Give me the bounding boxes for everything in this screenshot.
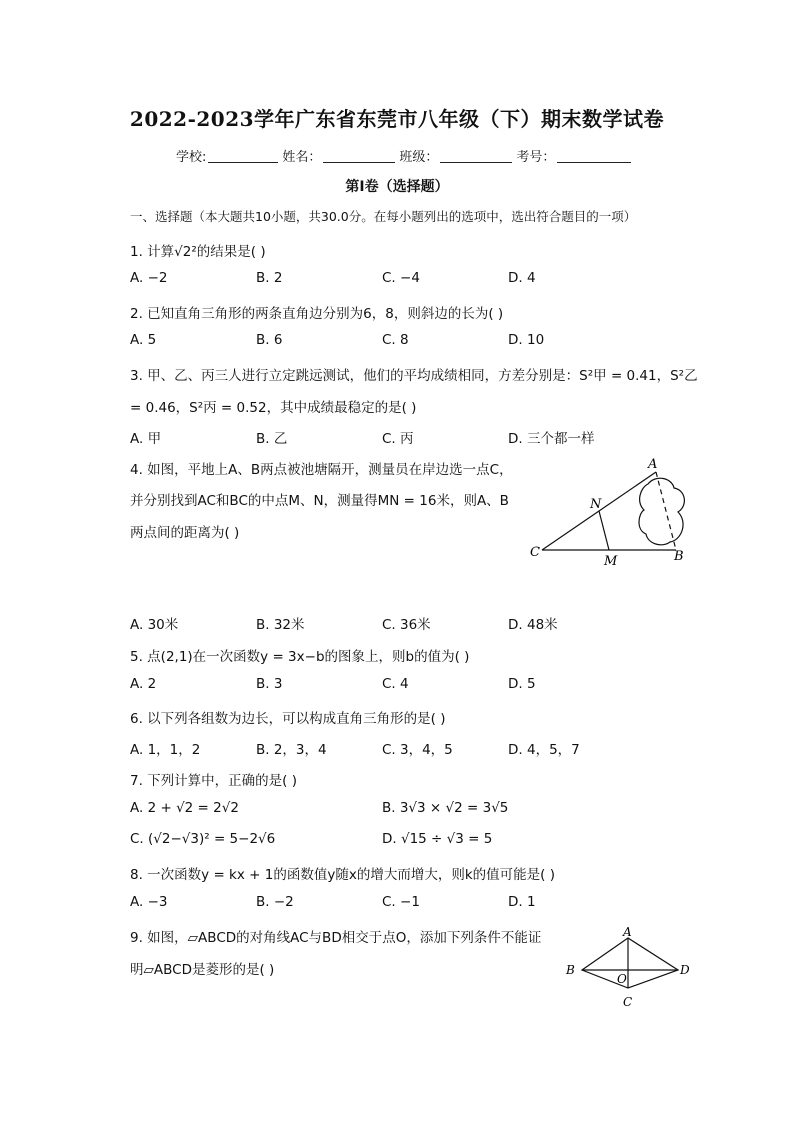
- label-a: A: [623, 926, 632, 939]
- section-title: 第I卷（选择题）: [345, 179, 449, 195]
- question-7-option-b[interactable]: B. 3√3 × √2 = 3√5: [382, 800, 509, 816]
- question-4-stem-line1: 4. 如图，平地上A、B两点被池塘隔开，测量员在岸边选一点C，: [130, 462, 513, 478]
- part-title: 一、选择题（本大题共10小题，共30.0分。在每小题列出的选项中，选出符合题目的一项）: [130, 209, 637, 224]
- class-label: 班级：: [399, 150, 439, 165]
- name-label: 姓名：: [282, 150, 322, 165]
- question-4-stem-line3: 两点间的距离为( ): [130, 525, 240, 541]
- question-2-stem: 2. 已知直角三角形的两条直角边分别为6，8，则斜边的长为( ): [130, 306, 504, 322]
- exam-number-label: 考号：: [516, 150, 556, 165]
- question-7-stem: 7. 下列计算中，正确的是( ): [130, 773, 297, 789]
- label-a: A: [648, 457, 658, 472]
- question-7-option-a[interactable]: A. 2 + √2 = 2√2: [130, 800, 239, 816]
- label-b: B: [674, 549, 684, 564]
- exam-title: 2022-2023学年广东省东莞市八年级（下）期末数学试卷: [129, 107, 665, 131]
- question-4-option-c[interactable]: C. 36米: [382, 617, 431, 633]
- question-3-option-d[interactable]: D. 三个都一样: [508, 431, 595, 447]
- question-1-option-b[interactable]: B. 2: [256, 270, 283, 286]
- student-info-line: [176, 146, 635, 165]
- question-2-option-d[interactable]: D. 10: [508, 332, 545, 348]
- question-9-stem-line1: 9. 如图，▱ABCD的对角线AC与BD相交于点O，添加下列条件不能证: [130, 930, 542, 946]
- exam-number-blank[interactable]: [557, 148, 631, 163]
- question-2-option-c[interactable]: C. 8: [382, 332, 409, 348]
- label-o: O: [617, 972, 627, 986]
- question-7-option-c[interactable]: C. (√2−√3)² = 5−2√6: [130, 831, 276, 847]
- question-3-option-a[interactable]: A. 甲: [130, 431, 162, 447]
- question-8-option-a[interactable]: A. −3: [130, 894, 168, 910]
- question-2-option-b[interactable]: B. 6: [256, 332, 283, 348]
- label-m: M: [604, 554, 618, 569]
- segment-ab-dashed: [656, 472, 676, 550]
- question-8-option-b[interactable]: B. −2: [256, 894, 294, 910]
- question-1-option-d[interactable]: D. 4: [508, 270, 536, 286]
- label-c: C: [623, 995, 633, 1009]
- question-1-stem: 1. 计算√2²的结果是( ): [130, 244, 266, 260]
- question-8-stem: 8. 一次函数y = kx + 1的函数值y随x的增大而增大，则k的值可能是( ): [130, 867, 555, 883]
- question-3-stem-line1: 3. 甲、乙、丙三人进行立定跳远测试，他们的平均成绩相同，方差分别是：S²甲 = 0.41，S²乙: [130, 368, 698, 384]
- question-5-option-a[interactable]: A. 2: [130, 676, 157, 692]
- question-4-stem-line2: 并分别找到AC和BC的中点M、N，测量得MN = 16米，则A、B: [130, 493, 509, 509]
- question-4-option-b[interactable]: B. 32米: [256, 617, 305, 633]
- question-1-option-c[interactable]: C. −4: [382, 270, 420, 286]
- question-3-option-c[interactable]: C. 丙: [382, 431, 414, 447]
- label-n: N: [590, 497, 602, 512]
- question-5-stem: 5. 点(2,1)在一次函数y = 3x−b的图象上，则b的值为( ): [130, 649, 470, 665]
- question-3-stem-line2: = 0.46，S²丙 = 0.52，其中成绩最稳定的是( ): [130, 400, 417, 416]
- parallelogram-abcd: [582, 938, 678, 988]
- school-label: 学校:: [176, 150, 207, 165]
- question-4-option-a[interactable]: A. 30米: [130, 617, 179, 633]
- question-5-option-d[interactable]: D. 5: [508, 676, 536, 692]
- pond-outline: [639, 478, 684, 545]
- question-5-option-c[interactable]: C. 4: [382, 676, 409, 692]
- question-6-stem: 6. 以下列各组数为边长，可以构成直角三角形的是( ): [130, 711, 446, 727]
- pond-triangle-figure: [526, 452, 696, 572]
- segment-nm: [599, 511, 609, 550]
- question-5-option-b[interactable]: B. 3: [256, 676, 283, 692]
- label-d: D: [680, 963, 690, 977]
- question-3-option-b[interactable]: B. 乙: [256, 431, 288, 447]
- question-7-option-d[interactable]: D. √15 ÷ √3 = 5: [382, 831, 493, 847]
- question-2-option-a[interactable]: A. 5: [130, 332, 157, 348]
- question-8-option-c[interactable]: C. −1: [382, 894, 420, 910]
- rhombus-figure: [562, 926, 702, 1016]
- question-1-option-a[interactable]: A. −2: [130, 270, 168, 286]
- question-6-option-c[interactable]: C. 3，4，5: [382, 742, 453, 758]
- name-blank[interactable]: [323, 148, 395, 163]
- question-6-option-d[interactable]: D. 4，5，7: [508, 742, 580, 758]
- label-c: C: [530, 545, 540, 560]
- label-b: B: [566, 963, 575, 977]
- question-6-option-b[interactable]: B. 2，3，4: [256, 742, 327, 758]
- school-blank[interactable]: [208, 148, 278, 163]
- question-8-option-d[interactable]: D. 1: [508, 894, 536, 910]
- question-6-option-a[interactable]: A. 1，1，2: [130, 742, 201, 758]
- class-blank[interactable]: [440, 148, 512, 163]
- question-4-option-d[interactable]: D. 48米: [508, 617, 558, 633]
- question-9-stem-line2: 明▱ABCD是菱形的是( ): [130, 962, 275, 978]
